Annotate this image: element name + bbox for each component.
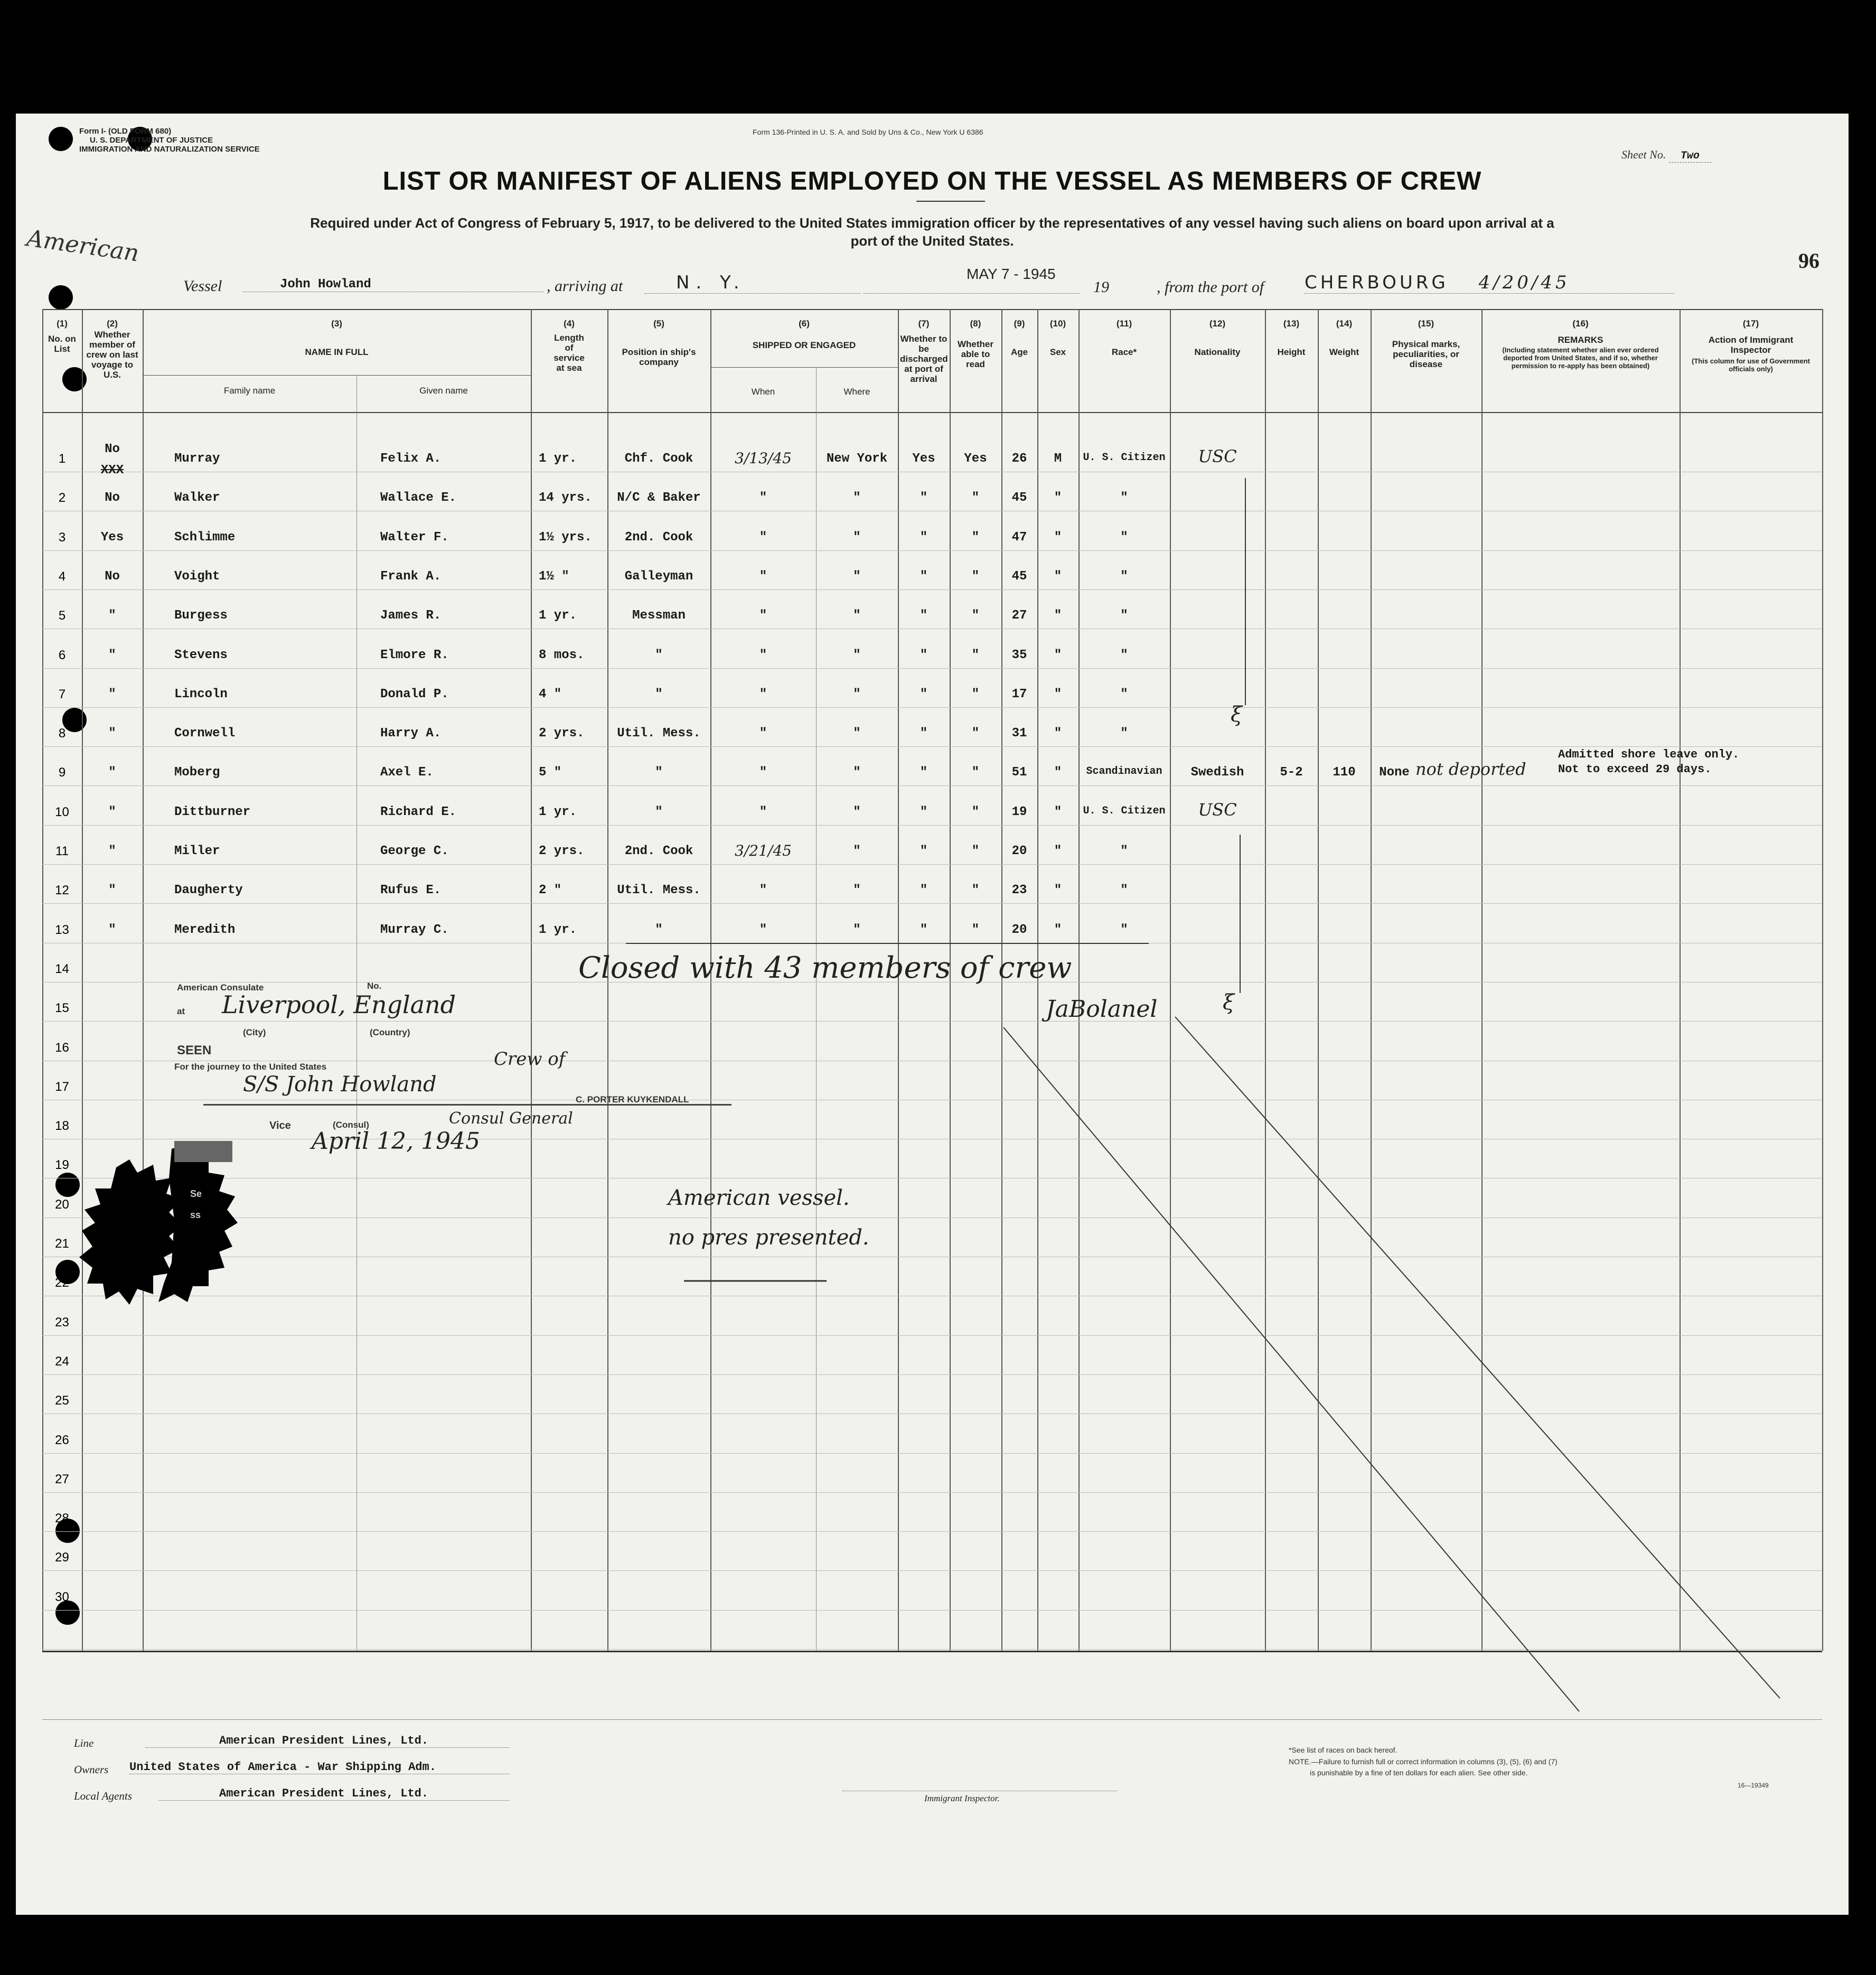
department: U. S. DEPARTMENT OF JUSTICE — [90, 136, 213, 145]
able-to-read: " — [971, 883, 980, 897]
shipped-when: 3/21/45 — [735, 842, 792, 859]
shipped-when: " — [759, 609, 767, 623]
shipped-where: " — [853, 805, 861, 819]
position: " — [655, 687, 663, 701]
family-name: Daugherty — [174, 883, 243, 897]
given-name: Murray C. — [380, 923, 449, 937]
prev-voyage: " — [108, 805, 116, 819]
age: 17 — [1011, 687, 1027, 701]
able-to-read: " — [971, 530, 980, 545]
able-to-read: " — [971, 765, 980, 780]
sex: " — [1054, 844, 1062, 858]
position: 2nd. Cook — [624, 844, 693, 858]
shipped-where: " — [853, 923, 861, 937]
nationality: USC — [1198, 446, 1237, 466]
empty-row-number: 19 — [55, 1158, 69, 1172]
bracket-mark: ξ — [1223, 990, 1235, 1015]
discharge: " — [920, 726, 928, 741]
col-17-header: (17) Action of Immigrant Inspector (This column for use of Government officials only) — [1692, 319, 1810, 373]
row-number: 7 — [58, 687, 66, 701]
discharge: " — [920, 687, 928, 701]
note-races: *See list of races on back hereof. — [1289, 1746, 1397, 1754]
year-label: 19 — [1093, 278, 1109, 296]
family-name-header: Family name — [223, 386, 276, 396]
consulate-label: American Consulate — [177, 982, 264, 993]
shipped-where: " — [853, 883, 861, 897]
consul-label: (Consul) — [333, 1120, 369, 1130]
table-row — [16, 687, 1849, 708]
race: " — [1120, 609, 1128, 623]
empty-row-number: 22 — [55, 1276, 69, 1290]
col-13-header: (13) Height — [1277, 319, 1306, 357]
given-name: Donald P. — [380, 687, 449, 701]
date-stamp: MAY 7 - 1945 — [967, 266, 1056, 282]
race: " — [1120, 923, 1128, 937]
empty-row-number: 26 — [55, 1433, 69, 1447]
row-number: 11 — [55, 844, 69, 858]
col-1-header: (1) No. on List — [48, 319, 76, 354]
age: 23 — [1011, 883, 1027, 897]
given-name-header: Given name — [419, 386, 468, 396]
prev-voyage: No — [105, 491, 120, 505]
shipped-when: " — [759, 765, 767, 780]
race: U. S. Citizen — [1083, 452, 1166, 464]
col-7-header: (7) Whether to be discharged at port of arrival — [900, 319, 948, 384]
prev-voyage: Yes — [100, 530, 124, 545]
sex: " — [1054, 805, 1062, 819]
strike-line — [1175, 1017, 1780, 1698]
prev-voyage: " — [108, 726, 116, 741]
able-to-read: " — [971, 844, 980, 858]
discharge: " — [920, 883, 928, 897]
note-failure-2: is punishable by a fine of ten dollars for each alien. See other side. — [1310, 1768, 1528, 1777]
age: 35 — [1011, 648, 1027, 662]
consulate-at-label: at — [177, 1006, 185, 1016]
able-to-read: " — [971, 687, 980, 701]
prev-voyage-struck: XXX — [100, 463, 124, 478]
age: 26 — [1011, 452, 1027, 466]
sex: " — [1054, 687, 1062, 701]
given-name: Elmore R. — [380, 648, 449, 662]
arriving-at: N. Y. — [644, 272, 861, 294]
sex: " — [1054, 648, 1062, 662]
note-failure-1: NOTE.—Failure to furnish full or correct information in columns (3), (5), (6) and (7) — [1289, 1757, 1558, 1766]
remarks: not deported — [1415, 759, 1526, 779]
nationality: USC — [1198, 800, 1237, 820]
port-date: 4/20/45 — [1478, 272, 1570, 293]
col-10-header: (10) Sex — [1049, 319, 1066, 357]
printer-line: Form 136-Printed in U. S. A. and Sold by Uns & Co., New York U 6386 — [753, 128, 983, 136]
prev-voyage: " — [108, 923, 116, 937]
table-row — [16, 759, 1849, 787]
discharge: Yes — [912, 452, 935, 466]
service-length: 2 " — [539, 883, 562, 897]
given-name: Axel E. — [380, 765, 434, 780]
remarks-admitted-line-2: Not to exceed 29 days. — [1558, 763, 1712, 776]
position: 2nd. Cook — [624, 530, 693, 545]
shipped-where: " — [853, 648, 861, 662]
shipped-when: " — [759, 530, 767, 545]
prev-voyage: " — [108, 609, 116, 623]
discharge: " — [920, 765, 928, 780]
col-12-header: (12) Nationality — [1194, 319, 1241, 357]
position: Util. Mess. — [617, 883, 701, 897]
service-length: 1 yr. — [539, 805, 577, 819]
col-2-header: (2) Whether member of crew on last voyage to U.S. — [86, 319, 138, 380]
vessel-label: Vessel — [183, 277, 222, 295]
shipped-where: " — [853, 844, 861, 858]
given-name: Wallace E. — [380, 491, 457, 505]
service-length: 1 yr. — [539, 452, 577, 466]
row-number: 3 — [58, 530, 66, 545]
table-row — [16, 530, 1849, 551]
vice-label: Vice — [269, 1120, 291, 1131]
race: Scandinavian — [1086, 765, 1162, 778]
discharge: " — [920, 491, 928, 505]
table-row — [16, 491, 1849, 512]
vessel-name: John Howland — [243, 277, 544, 292]
row-number: 5 — [58, 609, 66, 623]
shipped-where: " — [853, 765, 861, 780]
race: " — [1120, 648, 1128, 662]
form-code: 16—19349 — [1738, 1782, 1769, 1789]
col-16-header: (16) REMARKS (Including statement whether alien ever ordered deported from United States, and if so, whether permission to re-apply has been obtained) — [1502, 319, 1659, 370]
col-14-header: (14) Weight — [1329, 319, 1359, 357]
shipped-where: " — [853, 726, 861, 741]
position: Messman — [632, 609, 686, 623]
col-9-header: (9) Age — [1010, 319, 1028, 357]
position: " — [655, 648, 663, 662]
family-name: Voight — [174, 569, 220, 584]
service-length: 5 " — [539, 765, 562, 780]
table-row — [16, 726, 1849, 747]
sex: " — [1054, 923, 1062, 937]
seal-paper — [174, 1141, 232, 1162]
seal-text-2: ss — [190, 1210, 201, 1220]
closed-note: Closed with 43 members of crew — [578, 951, 1072, 985]
owners-value: United States of America - War Shipping Adm. — [129, 1761, 510, 1774]
sex: " — [1054, 569, 1062, 584]
sex: " — [1054, 765, 1062, 780]
discharge: " — [920, 844, 928, 858]
prev-voyage: " — [108, 765, 116, 780]
col-4-header: (4) Length of service at sea — [554, 319, 585, 373]
consular-seal — [79, 1136, 254, 1342]
nationality: Swedish — [1190, 765, 1244, 780]
physical-marks: None — [1379, 765, 1410, 780]
strike-line — [1003, 1027, 1579, 1711]
able-to-read: " — [971, 805, 980, 819]
service-length: 4 " — [539, 687, 562, 701]
service-length: 1 yr. — [539, 923, 577, 937]
discharge: " — [920, 923, 928, 937]
family-name: Stevens — [174, 648, 228, 662]
row-number: 9 — [58, 765, 66, 780]
inspector-label: Immigrant Inspector. — [924, 1793, 1000, 1803]
given-name: James R. — [380, 609, 442, 623]
given-name: Walter F. — [380, 530, 449, 545]
race: " — [1120, 569, 1128, 584]
agents-value: American President Lines, Ltd. — [158, 1787, 510, 1801]
porter-stamp: C. PORTER KUYKENDALL — [576, 1094, 689, 1104]
able-to-read: " — [971, 923, 980, 937]
empty-row-number: 18 — [55, 1119, 69, 1133]
ss-name: S/S John Howland — [243, 1072, 437, 1097]
sex: " — [1054, 530, 1062, 545]
position: Chf. Cook — [624, 452, 693, 466]
consulate-no-label: No. — [367, 981, 382, 991]
service-length: 2 yrs. — [539, 726, 585, 741]
prev-voyage: No — [105, 442, 120, 456]
sex: " — [1054, 491, 1062, 505]
race: " — [1120, 530, 1128, 545]
race: " — [1120, 491, 1128, 505]
remarks-admitted-line-1: Admitted shore leave only. — [1558, 748, 1740, 761]
port-label: , from the port of — [1157, 278, 1264, 296]
discharge: " — [920, 609, 928, 623]
race: " — [1120, 687, 1128, 701]
row-number: 4 — [58, 569, 66, 584]
shipped-where: " — [853, 609, 861, 623]
position: Util. Mess. — [617, 726, 701, 741]
country-label: (Country) — [370, 1027, 410, 1037]
discharge: " — [920, 648, 928, 662]
position: N/C & Baker — [617, 491, 701, 505]
row-number: 1 — [58, 452, 66, 466]
family-name: Cornwell — [174, 726, 236, 741]
when-header: When — [751, 387, 775, 397]
margin-note-american: American — [25, 224, 141, 267]
seen-label: SEEN — [177, 1043, 212, 1057]
empty-row-number: 15 — [55, 1001, 69, 1015]
empty-row-number: 25 — [55, 1393, 69, 1408]
empty-row-number: 20 — [55, 1197, 69, 1212]
row-number: 10 — [55, 805, 69, 819]
port-name: CHERBOURG — [1305, 272, 1449, 293]
shipped-when: " — [759, 687, 767, 701]
given-name: Rufus E. — [380, 883, 442, 897]
inspector-signature: JaBolanel — [1046, 996, 1158, 1023]
position: Galleyman — [624, 569, 693, 584]
prev-voyage: " — [108, 883, 116, 897]
consul-date: April 12, 1945 — [312, 1128, 481, 1155]
race: U. S. Citizen — [1083, 805, 1166, 817]
shipped-when: " — [759, 923, 767, 937]
col-15-header: (15) Physical marks, peculiarities, or disease — [1392, 319, 1460, 369]
weight: 110 — [1333, 765, 1356, 780]
sex: " — [1054, 726, 1062, 741]
age: 20 — [1011, 844, 1027, 858]
service: IMMIGRATION AND NATURALIZATION SERVICE — [79, 145, 260, 154]
height: 5-2 — [1280, 765, 1303, 780]
shipped-where: New York — [826, 452, 888, 466]
shipped-where: " — [853, 569, 861, 584]
col-3-header: (3) NAME IN FULL — [305, 319, 369, 357]
shipped-when: " — [759, 569, 767, 584]
family-name: Murray — [174, 452, 220, 466]
race: " — [1120, 883, 1128, 897]
able-to-read: " — [971, 569, 980, 584]
family-name: Meredith — [174, 923, 236, 937]
empty-row-number: 27 — [55, 1472, 69, 1486]
given-name: Frank A. — [380, 569, 442, 584]
empty-row-number: 14 — [55, 962, 69, 976]
table-row — [16, 609, 1849, 630]
shipped-when: " — [759, 805, 767, 819]
table-row — [16, 923, 1849, 944]
agents-label: Local Agents — [74, 1790, 132, 1802]
line-label: Line — [74, 1737, 94, 1749]
discharge: " — [920, 569, 928, 584]
line-value: American President Lines, Ltd. — [145, 1734, 510, 1748]
age: 45 — [1011, 569, 1027, 584]
sex: M — [1054, 452, 1062, 466]
american-vessel-note-2: no pres presented. — [668, 1225, 869, 1250]
service-length: 1½ yrs. — [539, 530, 592, 545]
shipped-where: " — [853, 491, 861, 505]
service-length: 1 yr. — [539, 609, 577, 623]
journey-label: For the journey to the United States — [174, 1062, 327, 1072]
given-name: Harry A. — [380, 726, 442, 741]
service-length: 14 yrs. — [539, 491, 592, 505]
family-name: Miller — [174, 844, 220, 858]
service-length: 2 yrs. — [539, 844, 585, 858]
service-length: 1½ " — [539, 569, 569, 584]
empty-row-number: 17 — [55, 1080, 69, 1094]
prev-voyage: " — [108, 687, 116, 701]
page-number: 96 — [1798, 249, 1819, 273]
row-number: 2 — [58, 491, 66, 505]
given-name: George C. — [380, 844, 449, 858]
col-5-header: (5) Position in ship's company — [622, 319, 696, 367]
prev-voyage: " — [108, 844, 116, 858]
age: 31 — [1011, 726, 1027, 741]
able-to-read: " — [971, 491, 980, 505]
where-header: Where — [843, 387, 870, 397]
consul-role: Consul General — [449, 1109, 573, 1128]
given-name: Richard E. — [380, 805, 457, 819]
race: " — [1120, 726, 1128, 741]
race: " — [1120, 844, 1128, 858]
shipped-when: " — [759, 491, 767, 505]
row-number: 6 — [58, 648, 66, 662]
american-vessel-note-1: American vessel. — [668, 1186, 850, 1210]
old-form: (OLD FORM 680) — [108, 127, 172, 136]
table-row — [16, 844, 1849, 865]
page-title: LIST OR MANIFEST OF ALIENS EMPLOYED ON THE VESSEL AS MEMBERS OF CREW — [382, 167, 1482, 195]
table-row — [16, 569, 1849, 591]
position: " — [655, 805, 663, 819]
city-label: (City) — [243, 1027, 266, 1037]
given-name: Felix A. — [380, 452, 442, 466]
discharge: " — [920, 805, 928, 819]
empty-row-number: 24 — [55, 1354, 69, 1369]
subtitle-line-2: port of the United States. — [850, 233, 1014, 249]
sex: " — [1054, 609, 1062, 623]
family-name: Burgess — [174, 609, 228, 623]
seal-text-1: Se — [190, 1188, 202, 1199]
position: " — [655, 923, 663, 937]
age: 45 — [1011, 491, 1027, 505]
age: 51 — [1011, 765, 1027, 780]
shipped-when: 3/13/45 — [735, 450, 792, 467]
subtitle-line-1: Required under Act of Congress of February 5, 1917, to be delivered to the United States immigration officer by the representatives of any vessel having such aliens on board upon arrival at a — [310, 215, 1554, 231]
row-number: 12 — [55, 883, 69, 897]
col-11-header: (11) Race* — [1111, 319, 1137, 357]
empty-row-number: 16 — [55, 1041, 69, 1055]
col-8-header: (8) Whether able to read — [958, 319, 993, 369]
sheet-label: Sheet No. — [1621, 148, 1666, 161]
able-to-read: Yes — [964, 452, 987, 466]
family-name: Walker — [174, 491, 220, 505]
empty-row-number: 28 — [55, 1511, 69, 1525]
discharge: " — [920, 530, 928, 545]
shipped-when: " — [759, 883, 767, 897]
prev-voyage: No — [105, 569, 120, 584]
row-number: 13 — [55, 923, 69, 937]
row-number: 8 — [58, 726, 66, 741]
form-number: Form I- — [79, 127, 106, 136]
empty-row-number: 30 — [55, 1590, 69, 1604]
prev-voyage: " — [108, 648, 116, 662]
table-row — [16, 648, 1849, 669]
consulate-city-country: Liverpool, England — [222, 990, 456, 1019]
table-row — [16, 883, 1849, 904]
shipped-where: " — [853, 530, 861, 545]
col-6-header: (6) SHIPPED OR ENGAGED — [752, 319, 856, 350]
family-name: Moberg — [174, 765, 220, 780]
empty-row-number: 29 — [55, 1550, 69, 1565]
arriving-label: , arriving at — [547, 277, 623, 295]
able-to-read: " — [971, 648, 980, 662]
age: 20 — [1011, 923, 1027, 937]
shipped-when: " — [759, 726, 767, 741]
able-to-read: " — [971, 726, 980, 741]
age: 19 — [1011, 805, 1027, 819]
shipped-where: " — [853, 687, 861, 701]
family-name: Schlimme — [174, 530, 236, 545]
family-name: Dittburner — [174, 805, 251, 819]
table-row — [16, 442, 1849, 478]
age: 47 — [1011, 530, 1027, 545]
table-row — [16, 800, 1849, 826]
owners-label: Owners — [74, 1763, 109, 1776]
age: 27 — [1011, 609, 1027, 623]
crew-of: Crew of — [494, 1049, 566, 1070]
service-length: 8 mos. — [539, 648, 585, 662]
empty-row-number: 23 — [55, 1315, 69, 1330]
position: " — [655, 765, 663, 780]
sex: " — [1054, 883, 1062, 897]
shipped-when: " — [759, 648, 767, 662]
bracket-mark: ξ — [1231, 703, 1243, 727]
able-to-read: " — [971, 609, 980, 623]
manifest-sheet — [16, 114, 1849, 1915]
empty-row-number: 21 — [55, 1237, 69, 1251]
sheet-value: Two — [1669, 150, 1711, 163]
family-name: Lincoln — [174, 687, 228, 701]
